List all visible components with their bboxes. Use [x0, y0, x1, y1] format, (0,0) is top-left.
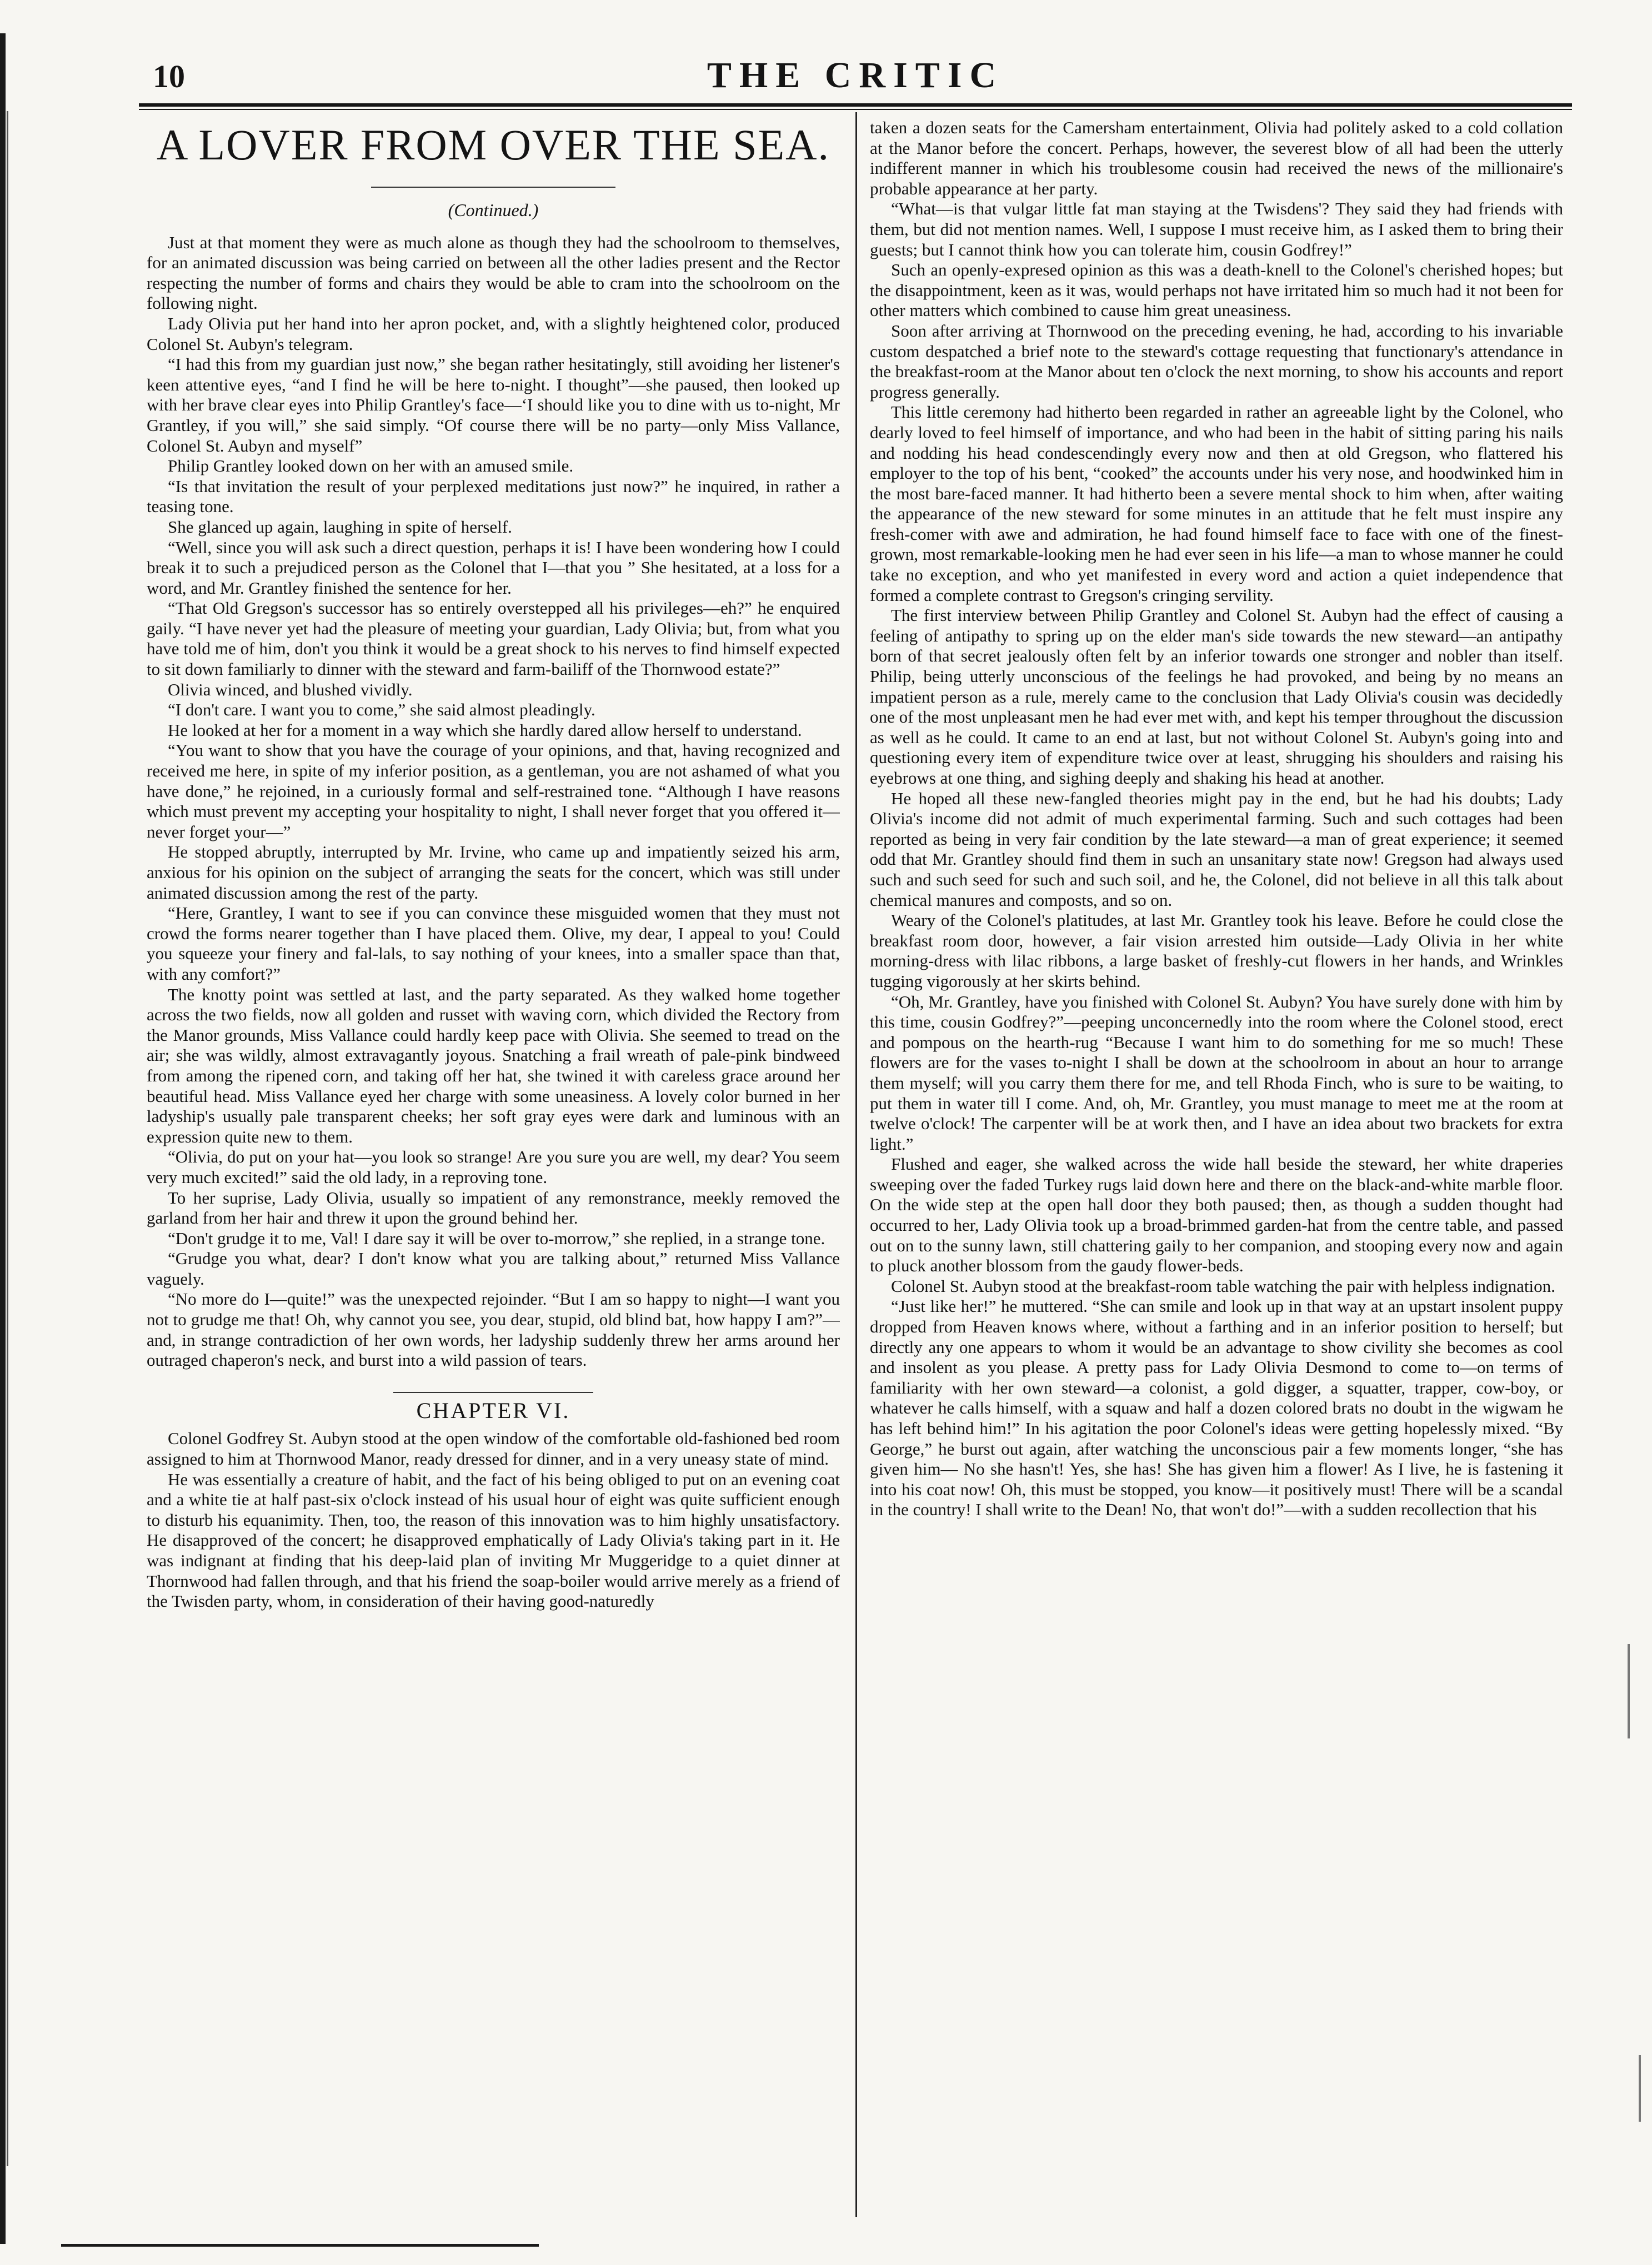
- continued-note: (Continued.): [448, 200, 539, 220]
- margin-mark: [1639, 2055, 1641, 2122]
- chapter-body-text: [147, 1429, 840, 1611]
- paragraph: This little ceremony had hitherto been regarded in rather an agreeable light by the Colonel, who dearly loved to feel himself of importance, and who had been in the habit of sitting paring his nails and nodding his head condescendingly every now and then at old Gregson, who flattered his employer to the top of his bent, “cooked” the accounts under his very nose, and hoodwinked him in the most bare-faced manner. It had hitherto been a severe mental shock to him when, after waiting the appearance of the new steward for some minutes in an attitude that he felt must inspire any fresh-comer with awe and admiration, he had found himself face to face with one of the finest-grown, most remarkable-looking men he had ever seen in his life—a man to whose manner he could take no exception, and who yet manifested in every word and action a quiet independence that formed a complete contrast to Gregson's cringing servility.: [870, 402, 1563, 605]
- header-rule-thin: [139, 109, 1572, 110]
- right-body-text: [870, 118, 1563, 1520]
- scan-edge-shadow: [7, 111, 8, 2166]
- paragraph: “Don't grudge it to me, Val! I dare say it will be over to-morrow,” she replied, in a strange tone.: [168, 1228, 825, 1248]
- paragraph: Just at that moment they were as much alone as though they had the schoolroom to themselves, for an animated discussion was being carried on between all the other ladies present and the Rector respecting the number of forms and chairs they would be able to cram into the schoolroom on the following night.: [147, 232, 840, 313]
- paragraph: Such an openly-expresed opinion as this was a death-knell to the Colonel's cherished hopes; but the disappointment, keen as it was, would perhaps not have irritated him so much had it not been for other matters which combined to cause him great uneasiness.: [870, 260, 1563, 320]
- paragraph: “No more do I—quite!” was the unexpected rejoinder. “But I am so happy to night—I want you not to grudge me that! Oh, why cannot you see, you dear, stupid, old blind bat, how happy I am?”—and, in strange contradiction of her own words, her ladyship suddenly threw her arms around her outraged chaperon's neck, and burst into a wild passion of tears.: [147, 1289, 840, 1370]
- paragraph: He looked at her for a moment in a way which she hardly dared allow herself to understand.: [168, 720, 802, 740]
- paragraph: Lady Olivia put her hand into her apron pocket, and, with a slightly heightened color, produced Colonel St. Aubyn's telegram.: [147, 313, 840, 354]
- paragraph: Philip Grantley looked down on her with an amused smile.: [168, 456, 574, 476]
- margin-mark: [1628, 1644, 1630, 1738]
- paragraph: “Oh, Mr. Grantley, have you finished with Colonel St. Aubyn? You have surely done with him by this time, cousin Godfrey?”—peeping unconcernedly into the room where the Colonel stood, erect and pompous on the hearth-rug “Because I want him to do something for me so much! These flowers are for the vases to-night I shall be down at the schoolroom in about an hour to arrange them myself; will you carry them there for me, and tell Rhoda Finch, who is sure to be waiting, to put them in water till I come. And, oh, Mr. Grantley, you must manage to meet me at the room at twelve o'clock! The carpenter will be at work then, and I have an idea about two brackets for extra light.”: [870, 991, 1563, 1154]
- paragraph: Colonel St. Aubyn stood at the breakfast-room table watching the pair with helpless indignation.: [891, 1276, 1555, 1296]
- title-rule: [371, 187, 615, 188]
- page-number: 10: [153, 58, 185, 94]
- paragraph: Flushed and eager, she walked across the wide hall beside the steward, her white draperies sweeping over the faded Turkey rugs laid down here and there on the black-and-white marble floor. On the wide step at the open hall door they both paused; then, as though a sudden thought had occurred to her, Lady Olivia took up a broad-brimmed garden-hat from the centre table, and passed out on to the sunny lawn, still chattering gaily to her companion, and stooping every now and again to pluck another blossom from the gaudy flower-beds.: [870, 1154, 1563, 1276]
- paragraph: Weary of the Colonel's platitudes, at last Mr. Grantley took his leave. Before he could close the breakfast room door, however, a fair vision arrested him outside—Lady Olivia in her white morning-dress with lilac ribbons, a large basket of freshly-cut flowers in her hands, and Wrinkles tugging vigorously at her skirts behind.: [870, 910, 1563, 991]
- paragraph: Colonel Godfrey St. Aubyn stood at the open window of the comfortable old-fashioned bed room assigned to him at Thornwood Manor, ready dressed for dinner, and in a very uneasy state of mind.: [147, 1429, 840, 1469]
- paragraph: The first interview between Philip Grantley and Colonel St. Aubyn had the effect of causing a feeling of antipathy to spring up on the elder man's side towards the new steward—an antipathy born of that secret jealously often felt by an inferior towards one stronger and nobler than itself. Philip, being utterly unconscious of the feelings he had provoked, and being by no means an impatient person as a rule, merely came to the conclusion that Lady Olivia's cousin was decidedly one of the most unpleasant men he had ever met with, and kept his temper throughout the discussion as well as he could. It came to an end at last, but not without Colonel St. Aubyn's going into and questioning every item of expenditure twice over at least, shrugging his shoulders and raising his eyebrows at one thing, and sighing deeply and shaking his head at another.: [870, 605, 1563, 788]
- paragraph: “That Old Gregson's successor has so entirely overstepped all his privileges—eh?” he enquired gaily. “I have never yet had the pleasure of meeting your guardian, Lady Olivia; but, from what you have told me of him, don't you think it would be a great shock to his nerves to find himself expected to sit down familiarly to dinner with the steward and farm-bailiff of the Thornwood estate?”: [147, 598, 840, 679]
- paragraph: Soon after arriving at Thornwood on the preceding evening, he had, according to his invariable custom despatched a brief note to the steward's cottage requesting that functionary's attendance in the breakfast-room at the Manor about ten o'clock the next morning, to show his accounts and report progress generally.: [870, 320, 1563, 402]
- bottom-rule: [61, 2244, 539, 2247]
- paragraph: The knotty point was settled at last, and the party separated. As they walked home together across the two fields, now all golden and russet with waving corn, which divided the Rectory from the Manor grounds, Miss Vallance could hardly keep pace with Olivia. She seemed to tread on the air; she was wildly, almost extravagantly joyous. Snatching a frail wreath of pale-pink bindweed from among the ripened corn, and taking off her hat, she twined it with careless grace around her beautiful head. Miss Vallance eyed her charge with some uneasiness. A lovely color burned in her ladyship's usually pale transparent cheeks; her soft gray eyes were dark and luminous with an expression quite new to them.: [147, 984, 840, 1146]
- left-column: [147, 118, 840, 2223]
- paragraph: “What—is that vulgar little fat man staying at the Twisdens'? They said they had friends with them, but did not mention names. Well, I suppose I must receive him, as I asked them to bring their guests; but I cannot think how you can tolerate him, cousin Godfrey!”: [870, 199, 1563, 259]
- paragraph: taken a dozen seats for the Camersham entertainment, Olivia had politely asked to a cold collation at the Manor before the concert. Perhaps, however, the severest blow of all had been the utterly indifferent manner in which his troublesome cousin had received the news of the millionaire's probable appearance at her party.: [870, 118, 1563, 198]
- paragraph: He hoped all these new-fangled theories might pay in the end, but he had his doubts; Lady Olivia's income did not admit of much experimental farming. Such and such cottages had been reported as being in very fair condition by the late steward—a man of great experience; it seemed odd that Mr. Grantley should find them in such an unsanitary state now! Gregson had always used such and such seed for such and such soil, and he, the Colonel, did not believe in all this talk about chemical manures and composts, and so on.: [870, 788, 1563, 910]
- scan-edge: [0, 33, 6, 2244]
- column-divider: [855, 112, 857, 2217]
- paragraph: “Just like her!” he muttered. “She can smile and look up in that way at an upstart insolent puppy dropped from Heaven knows where, without a farthing and in an inferior position to herself; but directly any one appears to whom it would be an advantage to show civility she becomes as cool and insolent as you please. A pretty pass for Lady Olivia Desmond to come to—on terms of familiarity with her own steward—a colonist, a gold digger, a squatter, trapper, cow-boy, or whatever he calls himself, with a squaw and half a dozen colored brats no doubt in the wigwam he has left behind him!” In his agitation the poor Colonel's ideas were getting hopelessly mixed. “By George,” he burst out again, after watching the unconscious pair a few moments longer, “she has given him— No she hasn't! Yes, she has! She has given him a flower! As I live, he is fastening it into his coat now! Oh, this must be stopped, you know—it positively must! There will be a scandal in the country! I shall write to the Dean! No, that won't do!”—with a sudden recollection that his: [870, 1296, 1563, 1520]
- paragraph: “You want to show that you have the courage of your opinions, and that, having recognized and received me here, in spite of my inferior position, as a gentleman, you are not ashamed of what you have done,” he rejoined, in a curiously formal and self-restrained tone. “Although I have reasons which must prevent my accepting your hospitality to night, I shall never forget that you offered it—never forget your—”: [147, 740, 840, 841]
- paragraph: To her suprise, Lady Olivia, usually so impatient of any remonstrance, meekly removed the garland from her hair and threw it upon the ground behind her.: [147, 1187, 840, 1228]
- page-header: [139, 50, 1572, 106]
- paragraph: “I had this from my guardian just now,” she began rather hesitatingly, still avoiding her listener's keen attentive eyes, “and I find he will be here to-night. I thought”—she paused, then looked up with her brave clear eyes into Philip Grantley's face—‘I should like you to dine with us to-night, Mr Grantley, if you will,” she said simply. “Of course there will be no party—only Miss Vallance, Colonel St. Aubyn and myself”: [147, 354, 840, 455]
- paragraph: “Grudge you what, dear? I don't know what you are talking about,” returned Miss Vallance vaguely.: [147, 1249, 840, 1289]
- paragraph: “Is that invitation the result of your perplexed meditations just now?” he inquired, in rather a teasing tone.: [147, 476, 840, 517]
- chapter-rule: [393, 1392, 593, 1393]
- left-body-text: [147, 233, 840, 1371]
- right-column: [870, 118, 1563, 2223]
- story-title: A LOVER FROM OVER THE SEA.: [157, 121, 830, 169]
- paragraph: He stopped abruptly, interrupted by Mr. Irvine, who came up and impatiently seized his arm, anxious for his opinion on the subject of arranging the seats for the concert, which was still under animated discussion among the rest of the party.: [147, 842, 840, 903]
- newspaper-page: [139, 50, 1572, 2227]
- paragraph: “Well, since you will ask such a direct question, perhaps it is! I have been wondering how I could break it to such a prejudiced person as the Colonel that I—that you ” She hesitated, at a loss for a word, and Mr. Grantley finished the sentence for her.: [147, 537, 840, 598]
- paragraph: “Olivia, do put on your hat—you look so strange! Are you sure you are well, my dear? You seem very much excited!” said the old lady, in a reproving tone.: [147, 1147, 840, 1187]
- paragraph: He was essentially a creature of habit, and the fact of his being obliged to put on an evening coat and a white tie at half past-six o'clock instead of his usual hour of eight was quite sufficient enough to disturb his equanimity. Then, too, the reason of this innovation was to him highly unsatisfactory. He disapproved of the concert; he disapproved emphatically of Lady Olivia's taking part in it. He was indignant at finding that his deep-laid plan of inviting Mr Muggeridge to a quiet dinner at Thornwood had fallen through, and that his friend the soap-boiler would arrive merely as a friend of the Twisden party, whom, in consideration of their having good-naturedly: [147, 1469, 840, 1611]
- chapter-heading: CHAPTER VI.: [416, 1397, 570, 1423]
- header-rule: [139, 103, 1572, 107]
- publication-title: THE CRITIC: [707, 55, 1004, 96]
- paragraph: “I don't care. I want you to come,” she said almost pleadingly.: [168, 700, 595, 720]
- paragraph: Olivia winced, and blushed vividly.: [168, 679, 413, 699]
- paragraph: “Here, Grantley, I want to see if you can convince these misguided women that they must not crowd the forms nearer together than I have placed them. Olive, my dear, I appeal to you! Could you squeeze your finery and fal-lals, to say nothing of your knees, into a smaller space than that, with any comfort?”: [147, 903, 840, 984]
- paragraph: She glanced up again, laughing in spite of herself.: [168, 517, 512, 537]
